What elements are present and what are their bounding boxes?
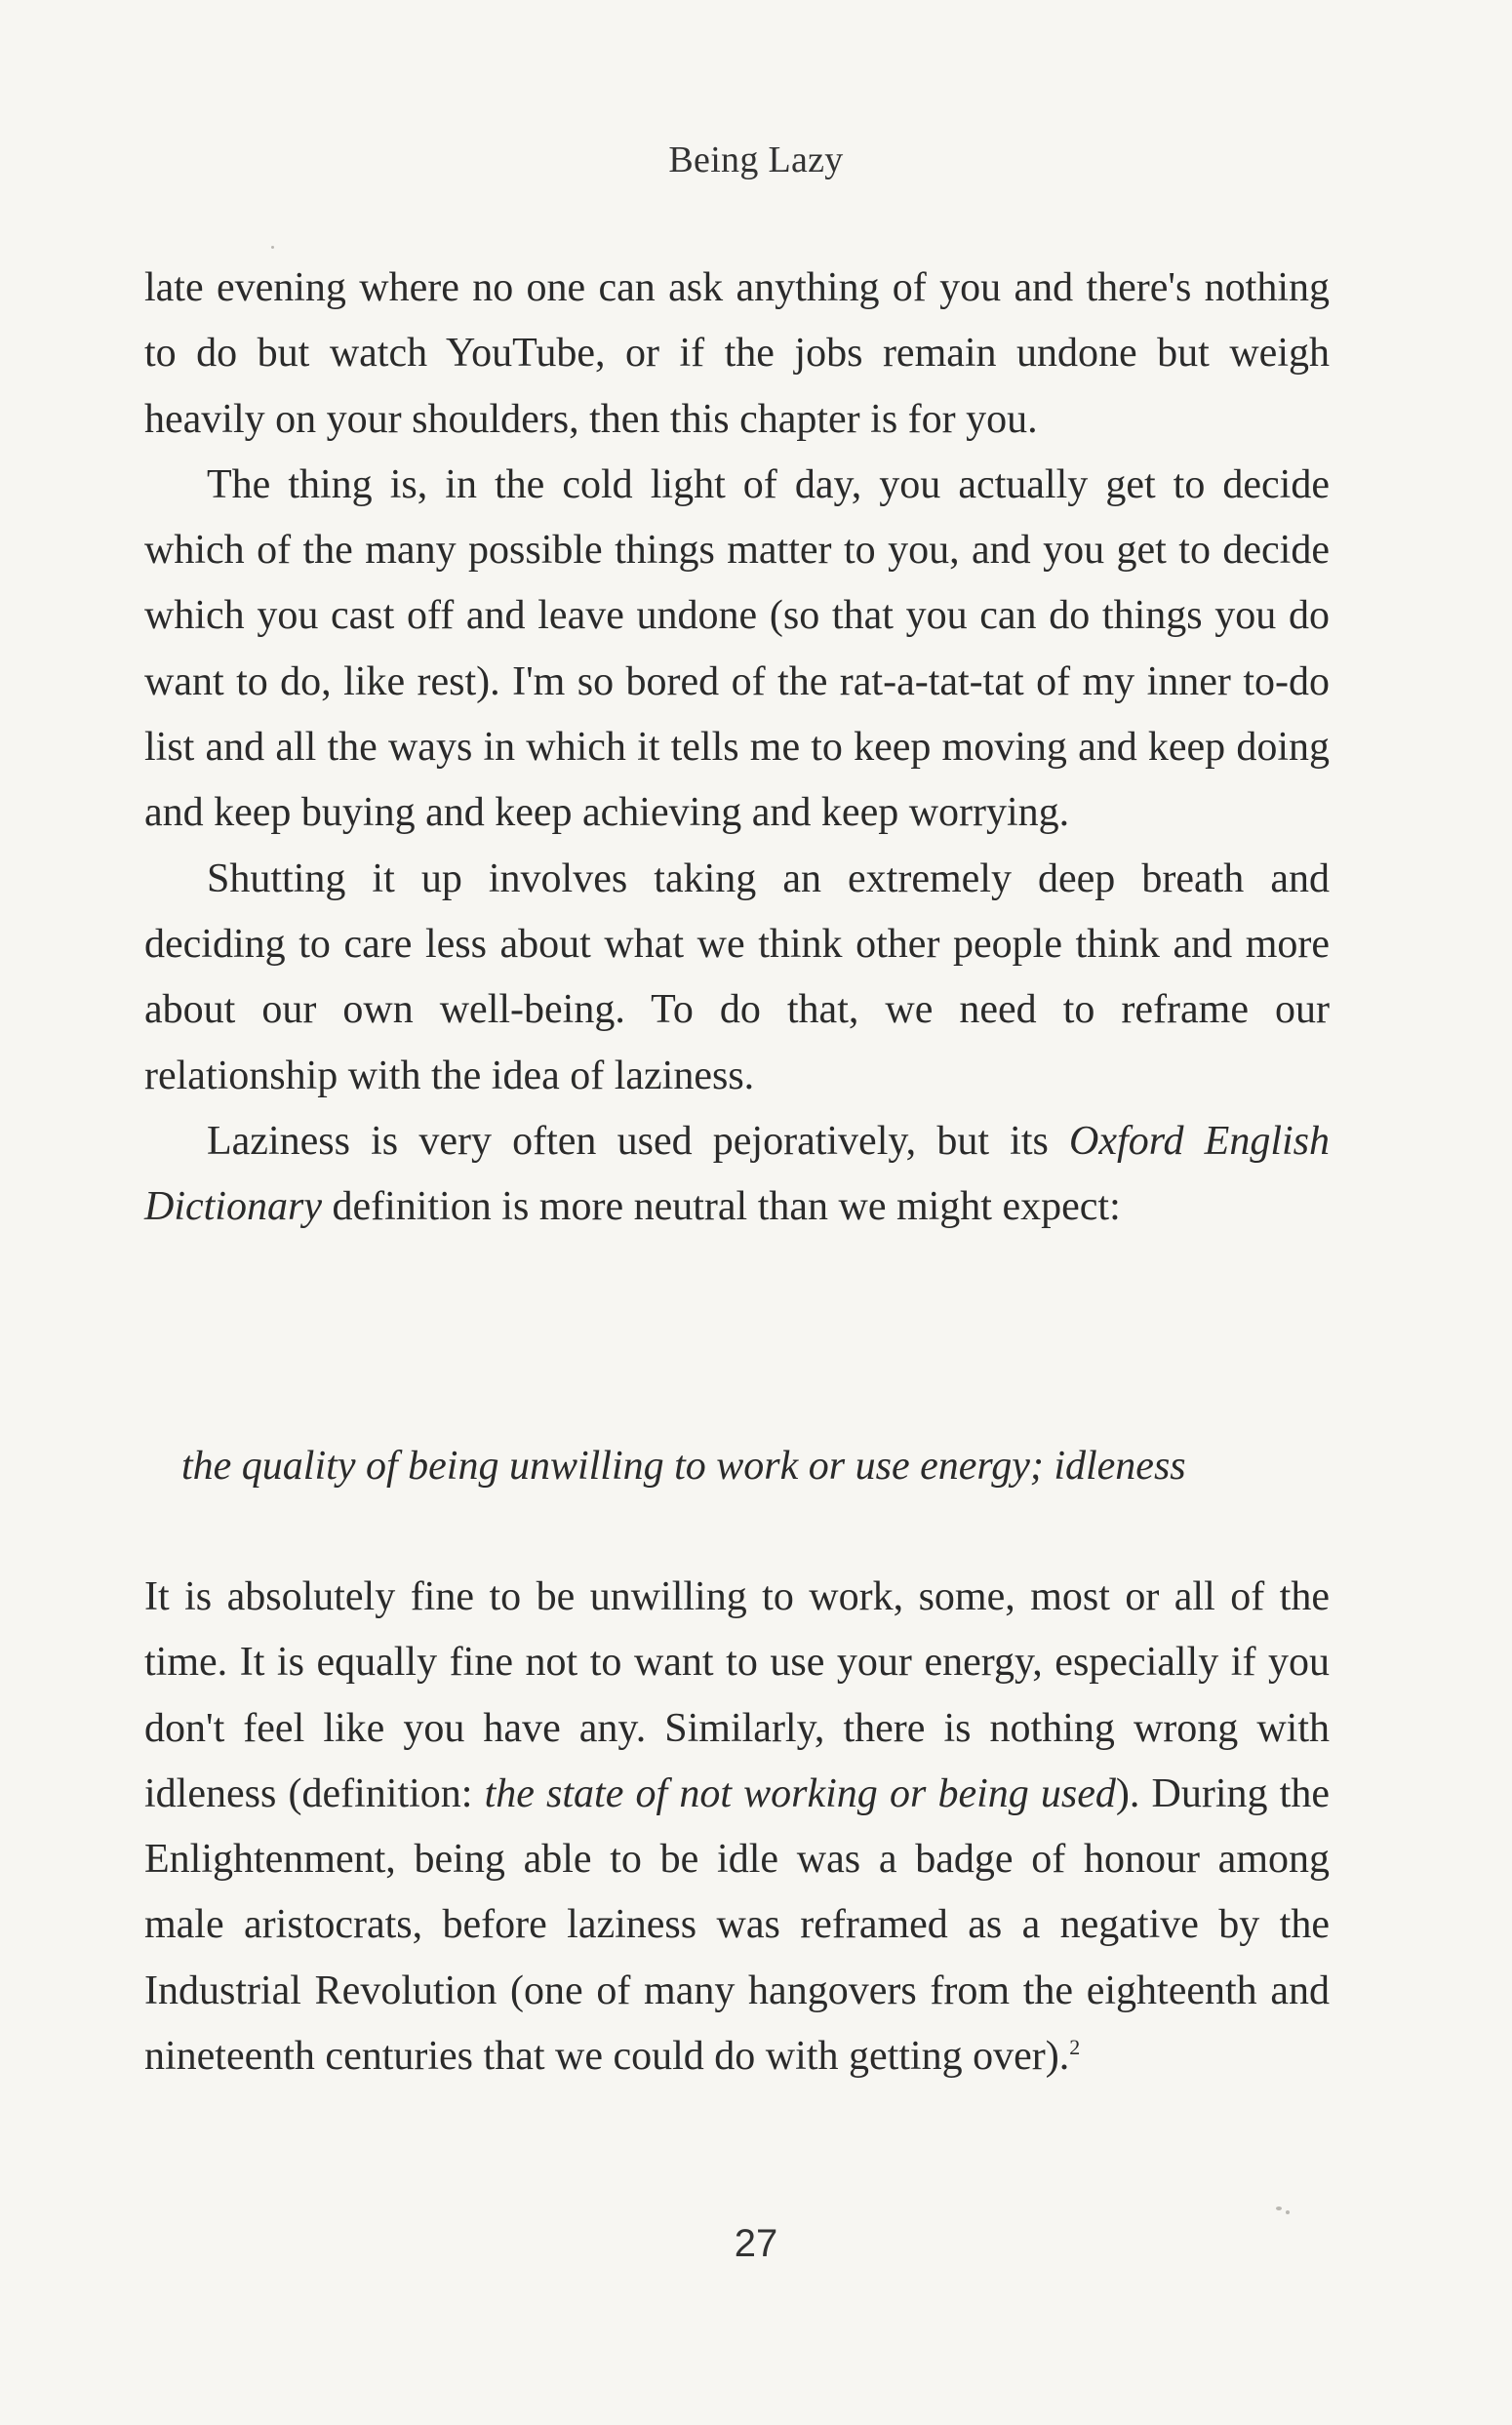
scan-speck [1276,2206,1282,2210]
footnote-reference: 2 [1069,2035,1081,2060]
paragraph-1: late evening where no one can ask anything of you and there's nothing to do but watch YouTube, or if the jobs remain undone but weigh heavily on your shoulders, then this chapter is for you. [144,265,1330,442]
paragraph-2: The thing is, in the cold light of day, you actually get to decide which of the many possible things matter to you, and you get to decide which you cast off and leave undone (so that you can do things you do want to do, like rest). I'm so bored of the rat-a-tat-tat of my inner to-do list and all the ways in which it tells me to keep moving and keep doing and keep buying and keep achieving and keep worrying. [144,461,1330,836]
definition-quote: the quality of being unwilling to work or use energy; idleness [181,1444,1186,1489]
idleness-definition: the state of not working or being used [484,1770,1116,1816]
paragraph-3: Shutting it up involves taking an extremely deep breath and deciding to care less about what we think other people think and more about our own well-being. To do that, we need to reframe our relationship with the idea of laziness. [144,855,1330,1098]
scan-speck [1286,2210,1290,2214]
page-number: 27 [734,2222,778,2265]
running-head: Being Lazy [668,139,844,180]
body-text-continued [144,1565,1330,2089]
paragraph-4-start: Laziness is very often used pejoratively, but its [207,1118,1070,1164]
scan-speck [271,246,274,249]
paragraph-5 [144,1565,1330,2089]
paragraph-4-end: definition is more neutral than we might expect: [321,1184,1121,1230]
paragraph-5-start: It is absolutely fine to be unwilling to work, some, most or all of the time. It is equally fine not to want to use your energy, especially if you don't feel like you have any. Similarly, there is nothing wrong with idleness (definition: [144,1574,1330,1816]
paragraph-4 [144,1109,1330,1241]
paragraph-5-end: ). During the Enlightenment, being able to be idle was a badge of honour among male aristocrats, before laziness was reframed as a negative by the Industrial Revolution (one of many hangovers from the eighteenth and nineteenth centuries that we could do with getting over). [144,1770,1330,2080]
dictionary-title: Oxford English Dictionary [144,1118,1330,1230]
body-text [144,256,1330,1240]
